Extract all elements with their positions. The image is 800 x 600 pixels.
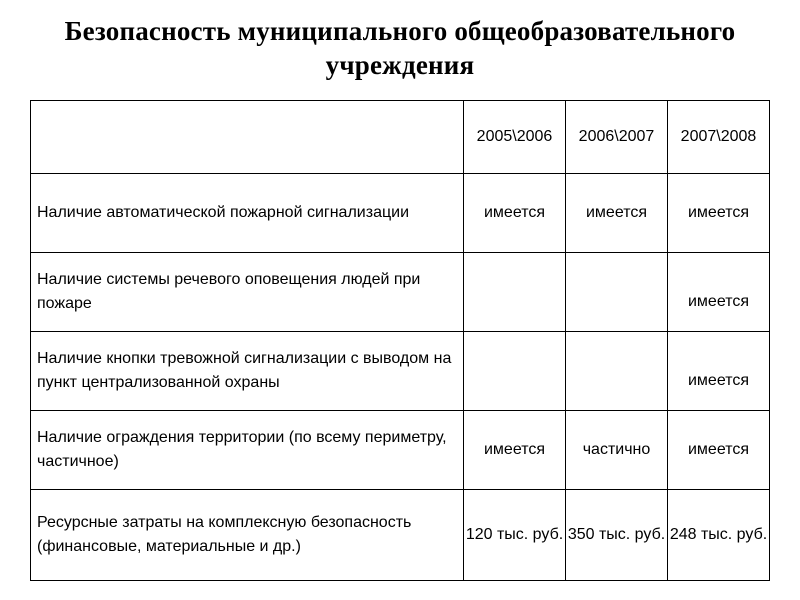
header-cell-year: 2007\2008 bbox=[668, 101, 770, 174]
row-value bbox=[566, 253, 668, 332]
table-row bbox=[31, 332, 770, 411]
row-label: Наличие системы речевого оповещения людей при пожаре bbox=[31, 253, 464, 332]
table-row bbox=[31, 411, 770, 490]
row-value: 120 тыс. руб. bbox=[464, 490, 566, 581]
row-value-text bbox=[566, 361, 667, 381]
row-value-text bbox=[464, 282, 565, 302]
title-line-2: учреждения bbox=[325, 50, 475, 80]
row-label: Наличие ограждения территории (по всему периметру, частичное) bbox=[31, 411, 464, 490]
row-label: Наличие кнопки тревожной сигнализации с выводом на пункт централизованной охраны bbox=[31, 332, 464, 411]
row-label: Наличие автоматической пожарной сигнализации bbox=[31, 174, 464, 253]
row-value bbox=[668, 332, 770, 411]
row-value: имеется bbox=[668, 411, 770, 490]
table-header-row bbox=[31, 101, 770, 174]
row-value: имеется bbox=[566, 174, 668, 253]
title-line-1: Безопасность муниципального общеобразовательного bbox=[64, 16, 736, 46]
row-value-text bbox=[464, 361, 565, 381]
row-value bbox=[464, 332, 566, 411]
row-value: частично bbox=[566, 411, 668, 490]
row-value bbox=[668, 253, 770, 332]
header-cell-empty bbox=[31, 101, 464, 174]
row-value: 248 тыс. руб. bbox=[668, 490, 770, 581]
header-cell-year: 2006\2007 bbox=[566, 101, 668, 174]
table-row bbox=[31, 174, 770, 253]
table-row bbox=[31, 253, 770, 332]
row-value bbox=[464, 253, 566, 332]
row-value: имеется bbox=[668, 174, 770, 253]
safety-table bbox=[30, 100, 770, 581]
header-cell-year: 2005\2006 bbox=[464, 101, 566, 174]
page-title bbox=[0, 14, 800, 82]
row-label: Ресурсные затраты на комплексную безопасность (финансовые, материальные и др.) bbox=[31, 490, 464, 581]
row-value-text: имеется bbox=[687, 372, 749, 389]
row-value bbox=[566, 332, 668, 411]
row-value: 350 тыс. руб. bbox=[566, 490, 668, 581]
row-value: имеется bbox=[464, 174, 566, 253]
row-value: имеется bbox=[464, 411, 566, 490]
row-value-text bbox=[566, 282, 667, 302]
row-value-text: имеется bbox=[687, 293, 749, 310]
table-row bbox=[31, 490, 770, 581]
